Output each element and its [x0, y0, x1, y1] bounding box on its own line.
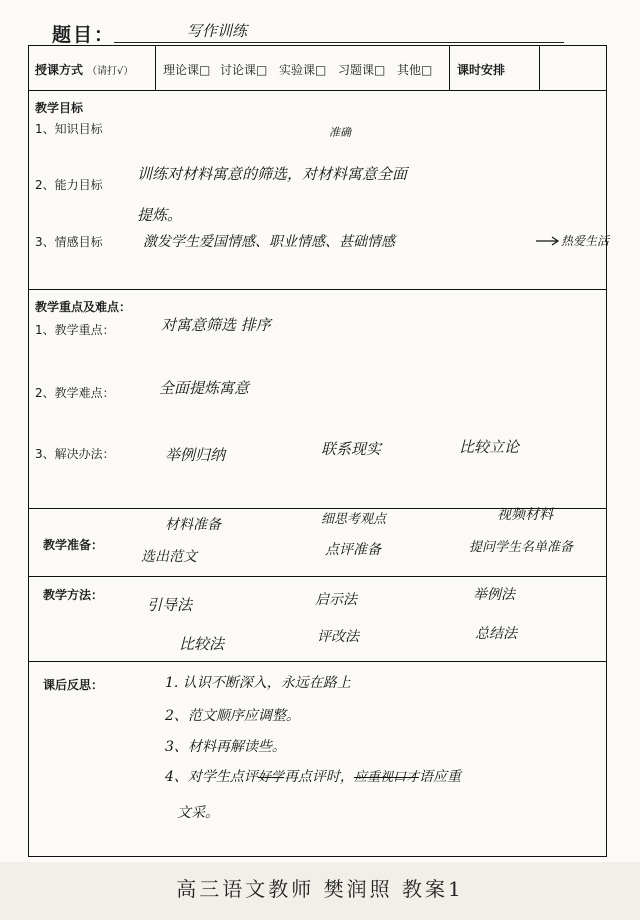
solution-item: 比较立论: [459, 438, 520, 456]
key-point-label: 1、教学重点：: [35, 323, 115, 337]
ability-objective-label: 2、能力目标: [35, 178, 103, 192]
reflection-line: 2、范文顺序应调整。: [165, 708, 300, 724]
reflection-line: 1. 认识不断深入，永远在路上: [165, 675, 351, 691]
arrow-right-icon: [535, 235, 561, 247]
preparation-item: 点评准备: [325, 542, 381, 558]
reflection-text: 语应重: [418, 769, 461, 785]
footer-caption: 高三语文教师 樊润照 教案1: [176, 877, 464, 901]
emotion-objective-label: 3、情感目标: [35, 235, 103, 249]
method-item: 引导法: [147, 596, 193, 614]
ability-objective-value-cont: 提炼。: [137, 206, 183, 224]
option-discussion[interactable]: 讨论课□: [220, 63, 268, 77]
option-experiment[interactable]: 实验课□: [279, 63, 327, 77]
row-divider: [29, 576, 606, 577]
reflection-line: [165, 766, 461, 786]
cell-divider: [539, 46, 540, 90]
preparation-item: 细思考观点: [321, 512, 387, 527]
reflection-label: 课后反思：: [43, 678, 104, 692]
solution-item: 联系现实: [321, 440, 382, 458]
title-label: 题目：: [52, 24, 116, 46]
reflection-struck-text: 应重视口才: [353, 770, 419, 785]
difficulty-value: 全面提炼寓意: [159, 379, 250, 397]
reflection-struck-text: 好学: [257, 770, 284, 785]
ability-annotation: 准确: [329, 126, 351, 139]
option-other[interactable]: 其他□: [397, 63, 433, 77]
difficulty-label: 2、教学难点：: [35, 386, 115, 400]
focus-heading: 教学重点及难点：: [35, 300, 132, 314]
emotion-objective-tail: 热爱生活: [561, 234, 610, 248]
preparation-label: 教学准备：: [43, 538, 104, 552]
emotion-objective-value: 激发学生爱国情感、职业情感、甚础情感: [143, 234, 395, 250]
preparation-item: 提问学生名单准备: [469, 540, 574, 555]
row-divider: [29, 90, 606, 91]
method-item: 评改法: [317, 629, 359, 645]
method-item: 总结法: [475, 626, 517, 642]
objectives-heading: 教学目标: [35, 101, 84, 115]
lesson-plan-table: [28, 45, 610, 857]
knowledge-objective-label: 1、知识目标: [35, 122, 103, 136]
schedule-label: 课时安排: [457, 63, 506, 77]
option-exercise[interactable]: 习题课□: [338, 63, 386, 77]
reflection-text: 4、对学生点评: [165, 769, 258, 785]
method-item: 比较法: [179, 635, 225, 653]
method-item: 启示法: [315, 592, 357, 608]
method-hint: （请打√）: [87, 66, 134, 77]
method-item: 举例法: [473, 587, 515, 603]
option-theory[interactable]: 理论课□: [163, 63, 211, 77]
cell-divider: [155, 46, 156, 90]
preparation-item: 选出范文: [141, 549, 197, 565]
cell-divider: [449, 46, 450, 90]
reflection-line: 3、材料再解读些。: [165, 739, 286, 755]
title-underline: [114, 42, 564, 43]
preparation-item: 材料准备: [165, 517, 221, 533]
solution-label: 3、解决办法：: [35, 447, 115, 461]
solution-item: 举例归纳: [165, 446, 226, 464]
method-label: 授课方式: [35, 63, 84, 77]
row-divider: [29, 661, 606, 662]
ability-objective-value: 训练对材料寓意的筛选，对材料寓意全面: [137, 165, 408, 183]
reflection-line: 文采。: [177, 805, 219, 821]
methods-label: 教学方法：: [43, 588, 104, 602]
preparation-item: 视频材料: [497, 507, 553, 523]
title-value: 写作训练: [187, 22, 248, 40]
key-point-value: 对寓意筛选 排序: [161, 316, 271, 334]
reflection-text: 再点评时，: [283, 769, 354, 785]
row-divider: [29, 289, 606, 290]
